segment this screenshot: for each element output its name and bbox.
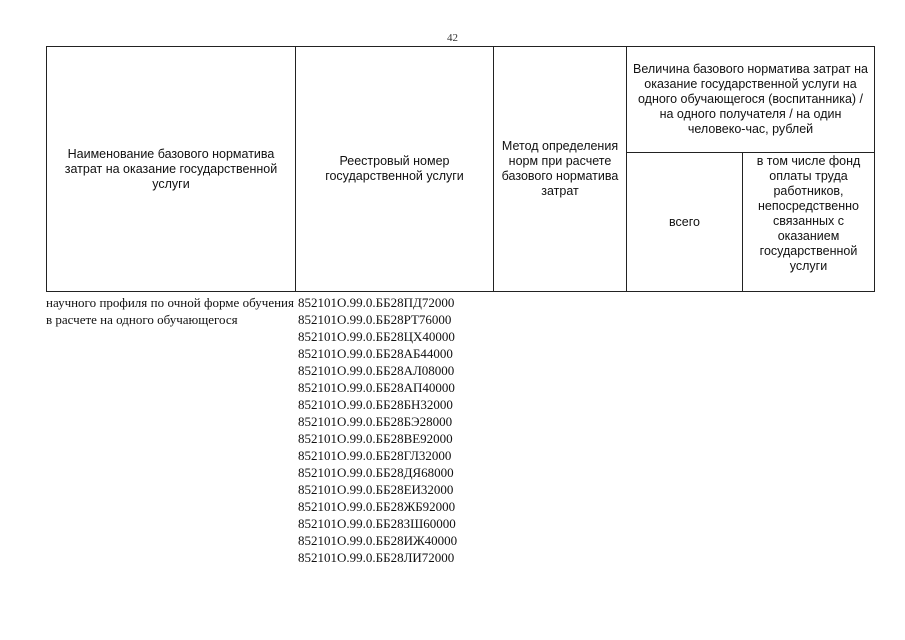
header-payroll-cell: в том числе фонд оплаты труда работников, непосредственно связанных с оказанием государственной услуги — [743, 153, 875, 292]
registry-code: 852101О.99.0.ББ28ИЖ40000 — [298, 533, 458, 548]
header-method-cell: Метод определения норм при расчете базового норматива затрат — [494, 47, 627, 292]
registry-code: 852101О.99.0.ББ28ГЛ32000 — [298, 448, 452, 463]
registry-code: 852101О.99.0.ББ28РТ76000 — [298, 312, 452, 327]
header-value-cell: Величина базового норматива затрат на оказание государственной услуги на одного обучающегося (воспитанника) / на одного получателя / на один человеко-час, рублей — [627, 47, 875, 153]
header-total-cell: всего — [627, 153, 743, 292]
registry-code: 852101О.99.0.ББ28ЛИ72000 — [298, 550, 455, 565]
page-number: 42 — [447, 32, 458, 44]
registry-code: 852101О.99.0.ББ28АБ44000 — [298, 346, 453, 361]
registry-code: 852101О.99.0.ББ28ВЕ92000 — [298, 431, 453, 446]
registry-code: 852101О.99.0.ББ28ДЯ68000 — [298, 465, 454, 480]
norms-header-table — [46, 46, 875, 292]
header-registry-cell: Реестровый номер государственной услуги — [296, 47, 494, 292]
registry-code: 852101О.99.0.ББ28БН32000 — [298, 397, 453, 412]
norm-name-text: научного профиля по очной форме обучения в расчете на одного обучающегося — [46, 295, 294, 327]
registry-code: 852101О.99.0.ББ28ЗШ60000 — [298, 516, 456, 531]
registry-code: 852101О.99.0.ББ28ПД72000 — [298, 295, 455, 310]
registry-code: 852101О.99.0.ББ28АП40000 — [298, 380, 455, 395]
registry-code: 852101О.99.0.ББ28БЭ28000 — [298, 414, 453, 429]
registry-code: 852101О.99.0.ББ28ЦХ40000 — [298, 329, 455, 344]
registry-code: 852101О.99.0.ББ28АЛ08000 — [298, 363, 455, 378]
registry-codes-list — [298, 294, 457, 566]
header-name-cell: Наименование базового норматива затрат на оказание государственной услуги — [47, 47, 296, 292]
registry-code: 852101О.99.0.ББ28ЕИ32000 — [298, 482, 454, 497]
registry-code: 852101О.99.0.ББ28ЖБ92000 — [298, 499, 456, 514]
